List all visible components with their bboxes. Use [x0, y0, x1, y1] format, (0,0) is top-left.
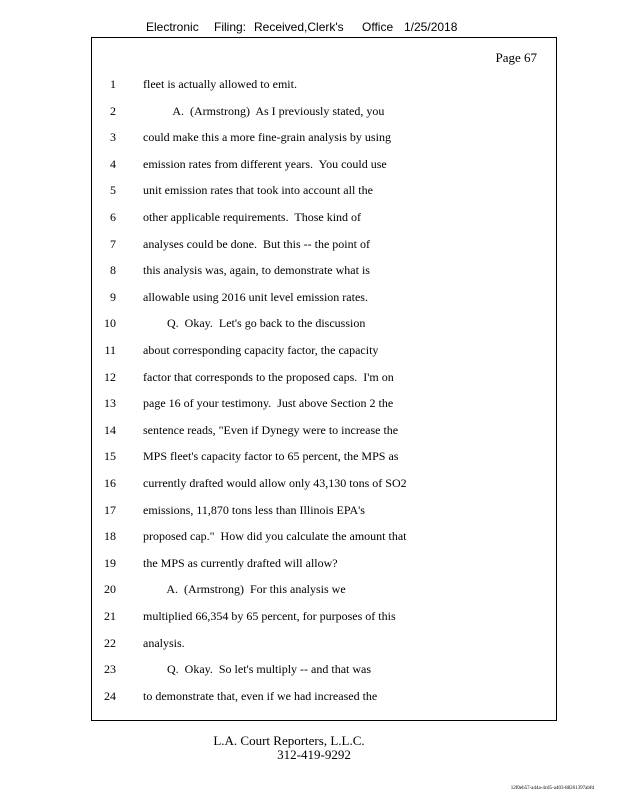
footer-company: L.A. Court Reporters, L.L.C.	[213, 733, 365, 748]
transcript-page	[91, 37, 557, 721]
line-number: 5	[110, 183, 116, 198]
line-number: 8	[110, 263, 116, 278]
transcript-line	[92, 686, 556, 706]
transcript-line	[92, 154, 556, 174]
line-text: multiplied 66,354 by 65 percent, for purposes of this	[143, 609, 396, 623]
line-number: 18	[104, 529, 116, 544]
line-number: 13	[104, 396, 116, 411]
line-text: analyses could be done. But this -- the point of	[143, 236, 370, 251]
page-number: Page 67	[495, 50, 537, 65]
filing-header-filing: Filing:	[214, 20, 247, 34]
transcript-line	[92, 553, 556, 573]
line-text: emission rates from different years. You could use	[143, 156, 387, 171]
line-text: emissions, 11,870 tons less than Illinois EPA's	[143, 502, 365, 517]
line-text: page 16 of your testimony. Just above Section 2 the	[143, 396, 394, 411]
transcript-line	[92, 367, 556, 387]
line-number: 19	[104, 555, 116, 570]
line-text: fleet is actually allowed to emit.	[143, 77, 297, 91]
line-text: proposed cap." How did you calculate the amount that	[143, 529, 407, 544]
transcript-line	[92, 659, 556, 679]
line-number: 10	[104, 316, 116, 331]
line-text: A. (Armstrong) As I previously stated, you	[143, 103, 385, 118]
line-number: 1	[110, 77, 116, 91]
line-text: currently drafted would allow only 43,130 tons of SO2	[143, 476, 407, 490]
line-text: the MPS as currently drafted will allow?	[143, 555, 338, 570]
line-text: Q. Okay. Let's go back to the discussion	[143, 316, 366, 331]
line-text: factor that corresponds to the proposed caps. I'm on	[143, 369, 394, 384]
transcript-line	[92, 234, 556, 254]
line-number: 22	[104, 635, 116, 650]
line-number: 2	[110, 103, 116, 118]
transcript-line	[92, 340, 556, 360]
filing-header-office: Office	[362, 20, 394, 34]
transcript-line	[92, 207, 556, 227]
transcript-line	[92, 473, 556, 493]
document-id: 12f0eb57-a44a-4cd5-a403-88261397abfd	[510, 786, 594, 791]
transcript-line	[92, 420, 556, 440]
line-text: could make this a more fine-grain analysis by using	[143, 130, 391, 145]
transcript-line	[92, 101, 556, 121]
line-number: 24	[104, 688, 116, 703]
filing-header	[146, 20, 457, 34]
transcript-line	[92, 500, 556, 520]
transcript-line	[92, 526, 556, 546]
line-number: 14	[104, 422, 116, 437]
transcript-line	[92, 633, 556, 653]
line-number: 3	[110, 130, 116, 145]
line-number: 7	[110, 236, 116, 251]
filing-header-electronic: Electronic	[146, 20, 199, 34]
line-number: 16	[104, 476, 116, 490]
line-text: about corresponding capacity factor, the capacity	[143, 343, 379, 357]
transcript-line	[92, 180, 556, 200]
line-text: unit emission rates that took into account all the	[143, 183, 373, 198]
footer-phone: 312-419-9292	[277, 747, 351, 762]
transcript-line	[92, 74, 556, 94]
transcript-line	[92, 260, 556, 280]
transcript-line	[92, 579, 556, 599]
line-text: this analysis was, again, to demonstrate what is	[143, 263, 370, 278]
line-number: 20	[104, 582, 116, 597]
line-text: allowable using 2016 unit level emission rates.	[143, 289, 368, 304]
transcript-line	[92, 606, 556, 626]
filing-header-received: Received,Clerk's	[254, 20, 344, 34]
line-number: 9	[110, 289, 116, 304]
transcript-line	[92, 287, 556, 307]
filing-header-date: 1/25/2018	[404, 20, 458, 34]
line-number: 6	[110, 210, 116, 224]
line-number: 4	[110, 156, 116, 171]
line-number: 23	[104, 662, 116, 677]
line-text: other applicable requirements. Those kind of	[143, 210, 362, 224]
transcript-line	[92, 127, 556, 147]
line-text: Q. Okay. So let's multiply -- and that was	[143, 662, 372, 677]
line-number: 15	[104, 449, 116, 464]
line-text: A. (Armstrong) For this analysis we	[143, 582, 346, 597]
line-text: analysis.	[143, 635, 185, 650]
line-text: MPS fleet's capacity factor to 65 percent, the MPS as	[143, 449, 399, 464]
transcript-line	[92, 313, 556, 333]
transcript-line	[92, 446, 556, 466]
line-number: 12	[104, 369, 116, 384]
line-number: 17	[104, 502, 116, 517]
transcript-line	[92, 393, 556, 413]
line-number: 11	[104, 343, 116, 357]
line-text: to demonstrate that, even if we had increased the	[143, 688, 378, 703]
line-text: sentence reads, "Even if Dynegy were to increase the	[143, 422, 399, 437]
line-number: 21	[104, 609, 116, 623]
